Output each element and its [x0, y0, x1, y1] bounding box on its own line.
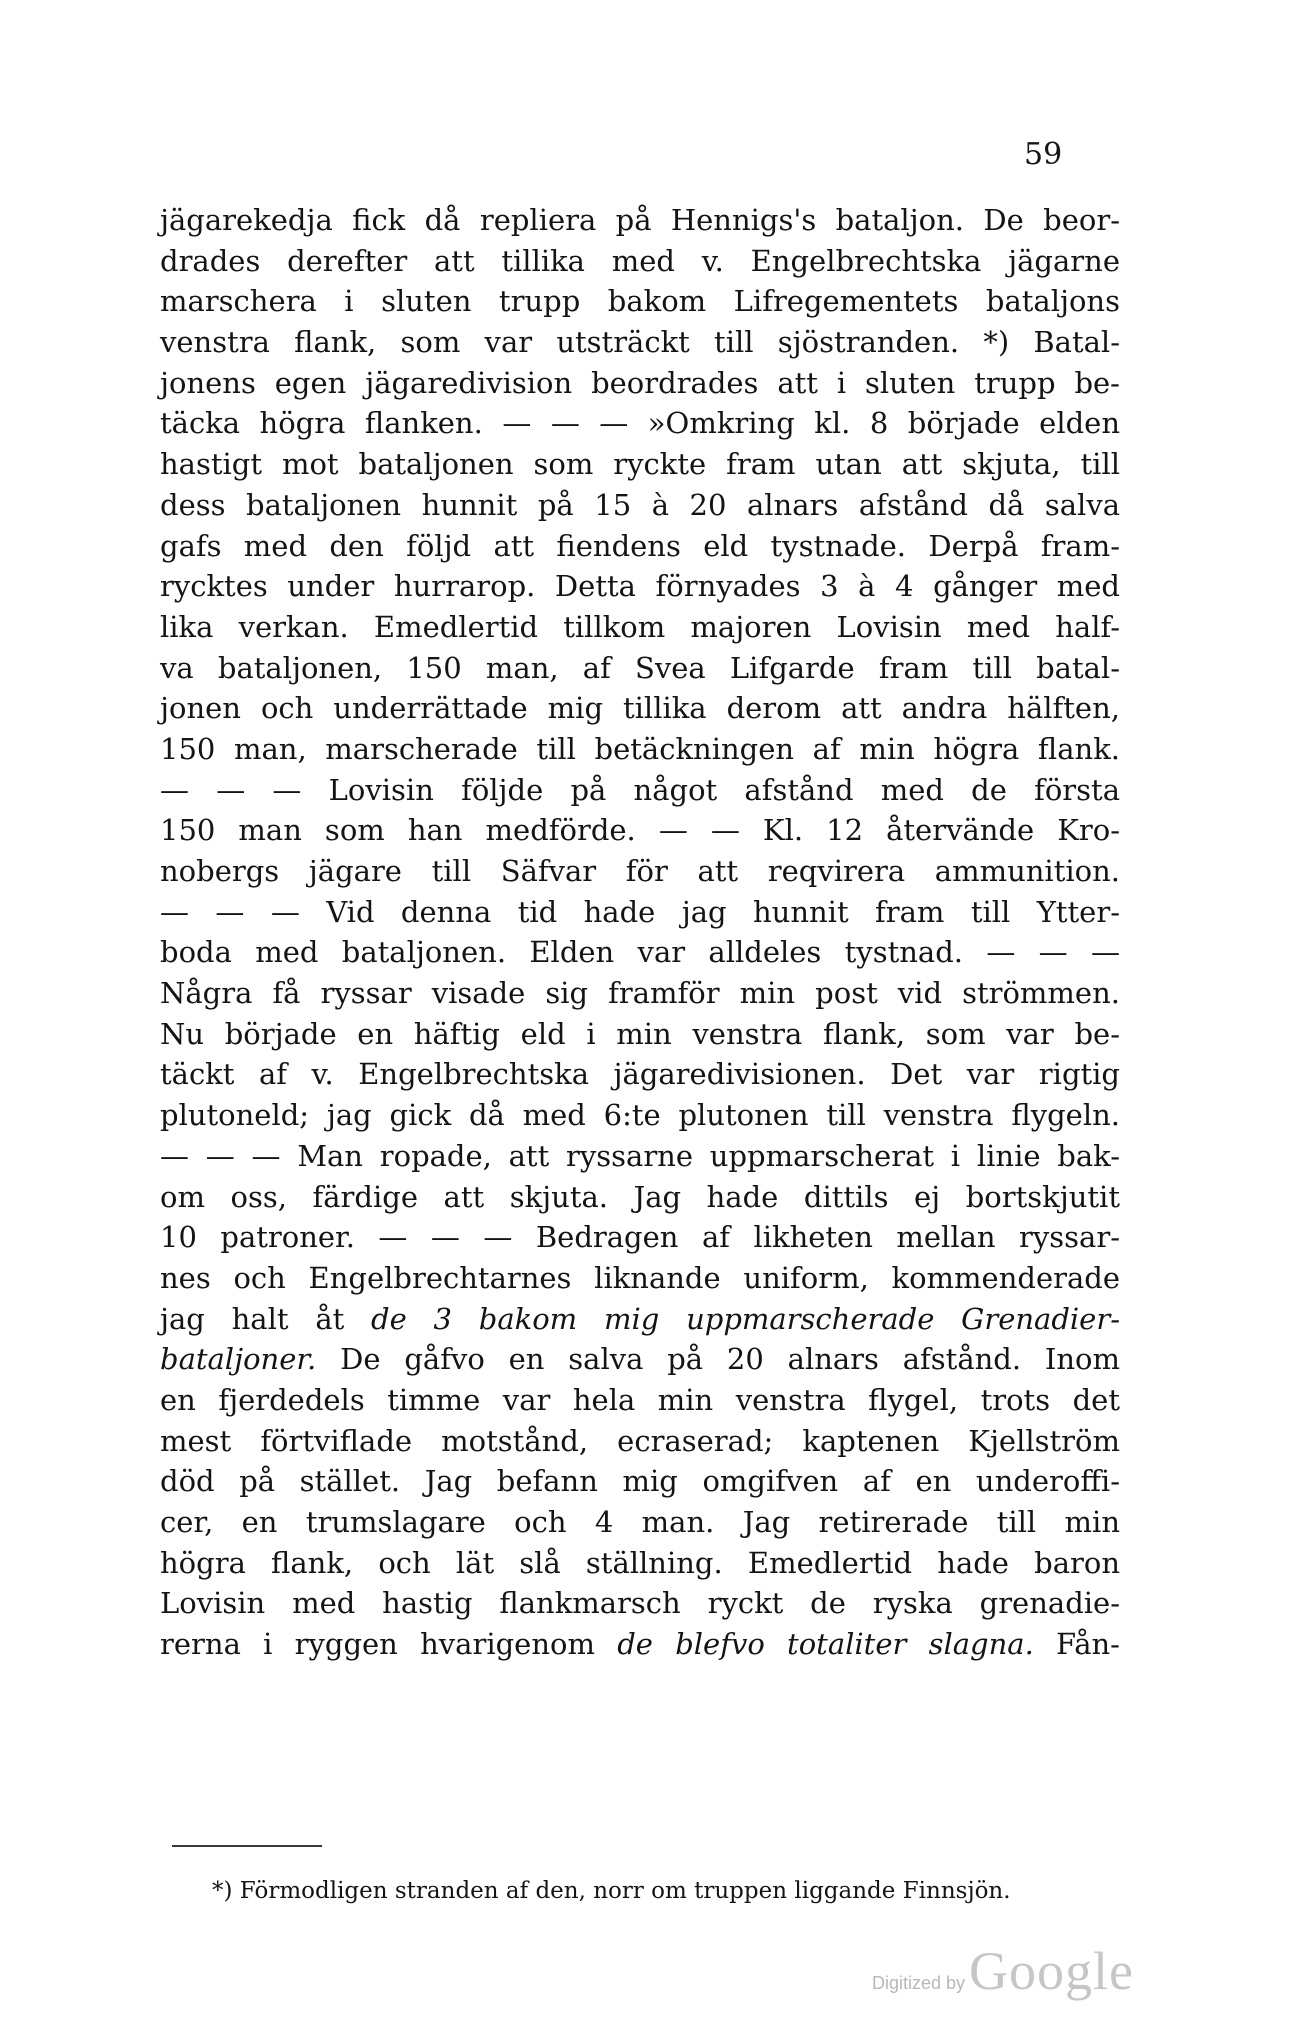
text-line-21: Nu började en häftig eld i min venstra flank, som var be- [160, 1016, 1120, 1051]
text-line-8: dess bataljonen hunnit på 15 à 20 alnars afstånd då salva [160, 487, 1120, 522]
text-line-6: täcka högra flanken. — — — »Omkring kl. 8 började elden [160, 406, 1120, 441]
line-36-plain-end: Fån- [1033, 1627, 1120, 1662]
text-line-32: död på stället. Jag befann mig omgifven af en underoffi- [160, 1464, 1120, 1499]
line-29-italic: bataljoner. [160, 1342, 317, 1377]
text-line-5: jonens egen jägaredivision beordrades att i sluten trupp be- [160, 365, 1120, 400]
text-line-14: 150 man, marscherade till betäckningen af min högra flank. [160, 731, 1120, 766]
text-line-13: jonen och underrättade mig tillika derom att andra hälften, [160, 691, 1120, 726]
text-line-18: — — — Vid denna tid hade jag hunnit fram till Ytter- [160, 894, 1120, 929]
text-line-16: 150 man som han medförde. — — Kl. 12 återvände Kro- [160, 813, 1120, 848]
text-line-4: venstra flank, som var utsträckt till sjöstranden. *) Batal- [160, 325, 1120, 360]
text-line-29 [160, 1339, 1120, 1380]
line-28-plain: jag halt åt [160, 1301, 372, 1336]
line-28-italic: de 3 bakom mig uppmarscherade Grenadier- [371, 1301, 1120, 1336]
text-line-7: hastigt mot bataljonen som ryckte fram utan att skjuta, till [160, 447, 1120, 482]
google-logo: Google [969, 1941, 1135, 2001]
text-line-11: lika verkan. Emedlertid tillkom majoren Lovisin med half- [160, 609, 1120, 644]
page-number: 59 [1024, 137, 1063, 172]
line-36-italic: de blefvo totaliter slagna. [617, 1627, 1034, 1662]
text-line-27: nes och Engelbrechtarnes liknande uniform, kommenderade [160, 1260, 1120, 1295]
text-line-9: gafs med den följd att fiendens eld tystnade. Derpå fram- [160, 528, 1120, 563]
text-line-19: boda med bataljonen. Elden var alldeles tystnad. — — — [160, 935, 1120, 970]
text-line-25: om oss, färdige att skjuta. Jag hade dittils ej bortskjutit [160, 1179, 1120, 1214]
text-line-34: högra flank, och lät slå ställning. Emedlertid hade baron [160, 1545, 1120, 1580]
text-line-33: cer, en trumslagare och 4 man. Jag retirerade till min [160, 1505, 1120, 1539]
text-line-22: täckt af v. Engelbrechtska jägaredivisionen. Det var rigtig [160, 1057, 1120, 1092]
text-line-20: Några få ryssar visade sig framför min post vid strömmen. [160, 976, 1120, 1011]
text-line-28 [160, 1299, 1120, 1340]
text-line-26: 10 patroner. — — — Bedragen af likheten mellan ryssar- [160, 1220, 1120, 1255]
body-text [160, 200, 1120, 1665]
footnote-rule [172, 1845, 322, 1847]
text-line-15: — — — Lovisin följde på något afstånd med de första [160, 772, 1120, 807]
text-line-30: en fjerdedels timme var hela min venstra flygel, trots det [160, 1382, 1120, 1417]
text-line-10: rycktes under hurrarop. Detta förnyades 3 à 4 gånger med [160, 569, 1120, 604]
line-29-plain: De gåfvo en salva på 20 alnars afstånd. Inom [316, 1342, 1120, 1377]
text-line-17: nobergs jägare till Säfvar för att reqvirera ammunition. [160, 854, 1120, 888]
watermark-prefix: Digitized by [872, 1973, 966, 1993]
text-line-24: — — — Man ropade, att ryssarne uppmarscherat i linie bak- [160, 1138, 1120, 1173]
digitized-watermark [872, 1940, 1134, 2002]
text-line-3: marschera i sluten trupp bakom Lifregementets bataljons [160, 284, 1120, 319]
line-36-plain-start: rerna i ryggen hvarigenom [160, 1627, 618, 1662]
text-line-36 [160, 1624, 1120, 1665]
text-line-2: drades derefter att tillika med v. Engelbrechtska jägarne [160, 243, 1120, 278]
text-line-1: jägarekedja fick då repliera på Hennigs's bataljon. De beor- [160, 203, 1120, 237]
text-line-23: plutoneld; jag gick då med 6:te plutonen till venstra flygeln. [160, 1098, 1120, 1133]
text-line-31: mest förtviflade motstånd, ecraserad; kaptenen Kjellström [160, 1423, 1120, 1458]
footnote: *) Förmodligen stranden af den, norr om truppen liggande Finnsjön. [212, 1878, 1011, 1904]
text-line-12: va bataljonen, 150 man, af Svea Lifgarde fram till batal- [160, 650, 1120, 685]
text-line-35: Lovisin med hastig flankmarsch ryckt de ryska grenadie- [160, 1586, 1120, 1621]
